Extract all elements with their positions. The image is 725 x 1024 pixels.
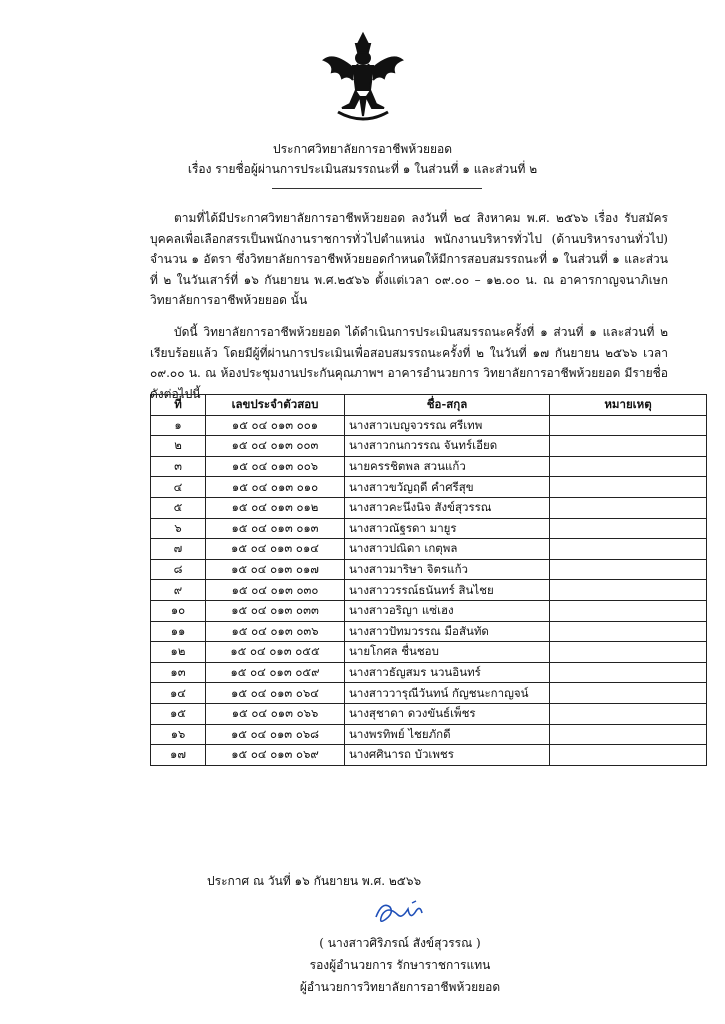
row-number: ๑: [151, 415, 206, 436]
row-number: ๑๑: [151, 621, 206, 642]
table-row: [151, 497, 707, 518]
row-remark: [550, 539, 707, 560]
table-row: [151, 621, 707, 642]
row-name: นายครรชิตพล สวนแก้ว: [345, 456, 550, 477]
row-exam-id: ๑๕ ๐๔ ๐๑๓ ๐๓๖: [206, 621, 345, 642]
row-number: ๒: [151, 436, 206, 457]
row-exam-id: ๑๕ ๐๔ ๐๑๓ ๐๕๕: [206, 642, 345, 663]
row-remark: [550, 703, 707, 724]
row-remark: [550, 497, 707, 518]
row-remark: [550, 683, 707, 704]
row-number: ๑๓: [151, 662, 206, 683]
row-name: นางสุชาดา ดวงขันธ์เพ็ชร: [345, 703, 550, 724]
row-name: นางสาวคะนึงนิจ สังข์สุวรรณ: [345, 497, 550, 518]
row-number: ๖: [151, 518, 206, 539]
result-paragraph: บัดนี้ วิทยาลัยการอาชีพห้วยยอด ได้ดำเนินการประเมินสมรรถนะครั้งที่ ๑ ส่วนที่ ๑ และส่วนที่ ๒ เรียบร้อยแล้ว โดยมีผู้ที่ผ่านการประเมินเพื่อสอบสมรรถนะครั้งที่ ๒ ในวันที่ ๑๗ กันยายน ๒๕๖๖ เวลา ๐๙.๐๐ น. ณ ห้องประชุมงานประกันคุณภาพฯ อาคารอำนวยการ วิทยาลัยการอาชีพห้วยยอด มีรายชื่อดังต่อไปนี้: [150, 325, 668, 401]
row-name: นางสาวณัฐรดา มายูร: [345, 518, 550, 539]
row-name: นางสาววารุณีวันทน์ กัญชนะกาญจน์: [345, 683, 550, 704]
row-remark: [550, 724, 707, 745]
row-remark: [550, 580, 707, 601]
table-row: [151, 539, 707, 560]
row-exam-id: ๑๕ ๐๔ ๐๑๓ ๐๓๓: [206, 600, 345, 621]
row-number: ๗: [151, 539, 206, 560]
row-number: ๑๗: [151, 745, 206, 766]
signer-position-2: ผู้อำนวยการวิทยาลัยการอาชีพห้วยยอด: [299, 980, 501, 994]
row-name: นางสาวขวัญฤดี คำศรีสุข: [345, 477, 550, 498]
table-row: [151, 415, 707, 436]
row-name: นางสาววรรณ์ธนันทร์ สินไชย: [345, 580, 550, 601]
row-exam-id: ๑๕ ๐๔ ๐๑๓ ๐๐๑: [206, 415, 345, 436]
table-row: [151, 703, 707, 724]
row-number: ๕: [151, 497, 206, 518]
row-exam-id: ๑๕ ๐๔ ๐๑๓ ๐๐๖: [206, 456, 345, 477]
announcement-subject: เรื่อง รายชื่อผู้ผ่านการประเมินสมรรถนะที่ ๑ ในส่วนที่ ๑ และส่วนที่ ๒: [187, 162, 538, 176]
table-row: [151, 436, 707, 457]
announcement-title: ประกาศวิทยาลัยการอาชีพห้วยยอด: [272, 142, 453, 156]
row-remark: [550, 477, 707, 498]
row-number: ๑๔: [151, 683, 206, 704]
row-remark: [550, 642, 707, 663]
row-name: นางสาวธัญสมร นวนอินทร์: [345, 662, 550, 683]
table-row: [151, 662, 707, 683]
row-name: นางสาวอริญา แซ่เฮง: [345, 600, 550, 621]
header-no: ที่: [151, 395, 206, 416]
row-remark: [550, 436, 707, 457]
row-exam-id: ๑๕ ๐๔ ๐๑๓ ๐๑๐: [206, 477, 345, 498]
table-row: [151, 518, 707, 539]
row-remark: [550, 621, 707, 642]
table-row: [151, 745, 707, 766]
row-name: นางสาวเบญจวรรณ ศรีเทพ: [345, 415, 550, 436]
row-exam-id: ๑๕ ๐๔ ๐๑๓ ๐๕๙: [206, 662, 345, 683]
header-remark: หมายเหตุ: [550, 395, 707, 416]
header-exam-id: เลขประจำตัวสอบ: [206, 395, 345, 416]
row-remark: [550, 518, 707, 539]
table-row: [151, 600, 707, 621]
passed-candidates-table: [150, 394, 707, 766]
row-exam-id: ๑๕ ๐๔ ๐๑๓ ๐๑๔: [206, 539, 345, 560]
table-row: [151, 559, 707, 580]
row-exam-id: ๑๕ ๐๔ ๐๑๓ ๐๖๘: [206, 724, 345, 745]
row-exam-id: ๑๕ ๐๔ ๐๑๓ ๐๑๓: [206, 518, 345, 539]
row-number: ๓: [151, 456, 206, 477]
row-exam-id: ๑๕ ๐๔ ๐๑๓ ๐๖๖: [206, 703, 345, 724]
row-remark: [550, 600, 707, 621]
row-exam-id: ๑๕ ๐๔ ๐๑๓ ๐๖๙: [206, 745, 345, 766]
garuda-emblem-icon: [320, 30, 406, 124]
table-header-row: [151, 395, 707, 416]
signer-position-1: รองผู้อำนวยการ รักษาราชการแทน: [309, 958, 491, 972]
row-number: ๑๐: [151, 600, 206, 621]
row-exam-id: ๑๕ ๐๔ ๐๑๓ ๐๐๓: [206, 436, 345, 457]
row-remark: [550, 559, 707, 580]
table-row: [151, 477, 707, 498]
title-divider: [272, 188, 482, 189]
table-row: [151, 724, 707, 745]
table-row: [151, 456, 707, 477]
row-number: ๘: [151, 559, 206, 580]
row-exam-id: ๑๕ ๐๔ ๐๑๓ ๐๑๒: [206, 497, 345, 518]
row-remark: [550, 662, 707, 683]
row-number: ๙: [151, 580, 206, 601]
row-remark: [550, 745, 707, 766]
signer-name: ( นางสาวศิริภรณ์ สังข์สุวรรณ ): [319, 936, 481, 950]
row-remark: [550, 415, 707, 436]
row-name: นายโกศล ชื่นชอบ: [345, 642, 550, 663]
row-number: ๑๕: [151, 703, 206, 724]
row-name: นางสาวปณิดา เกตุพล: [345, 539, 550, 560]
table-row: [151, 642, 707, 663]
row-number: ๑๒: [151, 642, 206, 663]
handwritten-signature-icon: [368, 895, 448, 929]
row-number: ๑๖: [151, 724, 206, 745]
row-name: นางสาวกนกวรรณ จันทร์เอียด: [345, 436, 550, 457]
intro-paragraph: ตามที่ได้มีประกาศวิทยาลัยการอาชีพห้วยยอด ลงวันที่ ๒๔ สิงหาคม พ.ศ. ๒๕๖๖ เรื่อง รับสมัครบุคคลเพื่อเลือกสรรเป็นพนักงานราชการทั่วไปตำแหน่ง พนักงานบริหารทั่วไป (ด้านบริหารงานทั่วไป) จำนวน ๑ อัตรา ซึ่งวิทยาลัยการอาชีพห้วยยอดกำหนดให้มีการสอบสมรรถนะที่ ๑ ในส่วนที่ ๑ และส่วนที่ ๒ ในวันเสาร์ที่ ๑๖ กันยายน พ.ศ.๒๕๖๖ ตั้งแต่เวลา ๐๙.๐๐ – ๑๒.๐๐ น. ณ อาคารกาญจนาภิเษก วิทยาลัยการอาชีพห้วยยอด นั้น: [150, 211, 668, 307]
row-exam-id: ๑๕ ๐๔ ๐๑๓ ๐๑๗: [206, 559, 345, 580]
table-row: [151, 580, 707, 601]
row-name: นางพรทิพย์ ไชยภักดี: [345, 724, 550, 745]
row-name: นางสาวปัทมวรรณ มือสันทัด: [345, 621, 550, 642]
row-remark: [550, 456, 707, 477]
announcement-date: ประกาศ ณ วันที่ ๑๖ กันยายน พ.ศ. ๒๕๖๖: [207, 874, 422, 888]
row-number: ๔: [151, 477, 206, 498]
row-name: นางศศินารถ บัวเพชร: [345, 745, 550, 766]
row-exam-id: ๑๕ ๐๔ ๐๑๓ ๐๖๔: [206, 683, 345, 704]
row-exam-id: ๑๕ ๐๔ ๐๑๓ ๐๓๐: [206, 580, 345, 601]
header-name: ชื่อ-สกุล: [345, 395, 550, 416]
row-name: นางสาวมาริษา จิตรแก้ว: [345, 559, 550, 580]
table-row: [151, 683, 707, 704]
